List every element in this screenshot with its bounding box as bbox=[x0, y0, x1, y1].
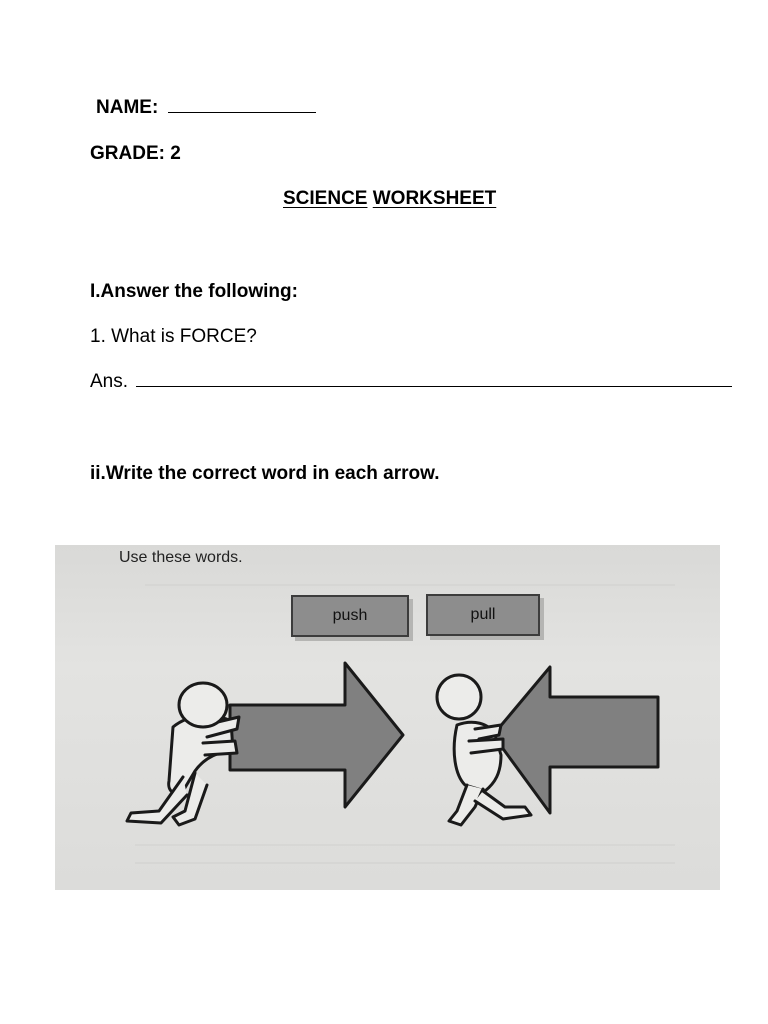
name-row bbox=[96, 96, 316, 120]
word-push: push bbox=[332, 607, 368, 624]
push-pull-illustration bbox=[55, 545, 720, 890]
name-label: NAME: bbox=[96, 97, 159, 118]
title-science: SCIENCE bbox=[283, 188, 368, 209]
name-blank[interactable] bbox=[168, 112, 316, 113]
figures-and-arrows bbox=[55, 545, 720, 890]
section2-heading: ii.Write the correct word in each arrow. bbox=[90, 463, 440, 484]
title-worksheet: WORKSHEET bbox=[372, 188, 497, 209]
word-pull: pull bbox=[470, 606, 496, 623]
answer-blank[interactable] bbox=[136, 386, 732, 387]
worksheet-title bbox=[283, 187, 496, 211]
pushing-person-icon bbox=[127, 683, 239, 825]
use-words-instruction: Use these words. bbox=[119, 549, 243, 566]
answer-row bbox=[90, 370, 732, 394]
section1-heading: I.Answer the following: bbox=[90, 281, 298, 302]
pull-arrow-icon bbox=[493, 667, 658, 813]
push-arrow-icon bbox=[230, 663, 403, 807]
answer-label: Ans. bbox=[90, 371, 129, 392]
question-1: 1. What is FORCE? bbox=[90, 326, 257, 347]
grade-label: GRADE: 2 bbox=[90, 143, 181, 164]
